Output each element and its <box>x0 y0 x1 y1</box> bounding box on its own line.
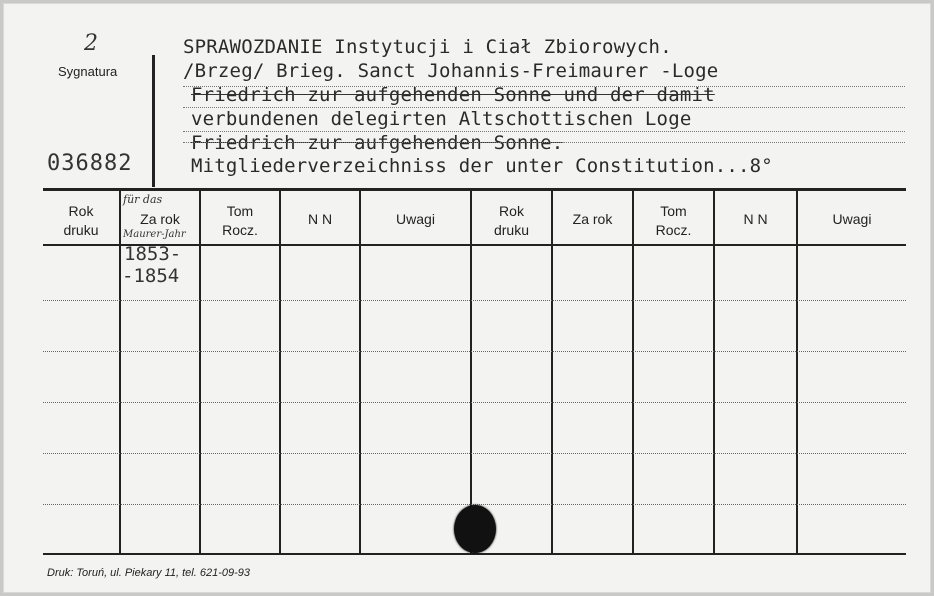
handwritten-mark: 2 <box>84 31 98 56</box>
header-nn-2: N N <box>743 211 768 227</box>
header-za-rok-2: Za rok <box>572 211 613 227</box>
table-row-line <box>43 453 906 454</box>
title-line-1: SPRAWOZDANIE Instytucji i Ciał Zbiorowych. <box>183 36 672 58</box>
title-line-4: verbundenen delegirten Altschottischen Loge <box>191 108 692 130</box>
title-line-2: /Brzeg/ Brieg. Sanct Johannis-Freimaurer -Loge <box>183 60 719 82</box>
title-line-3: Friedrich zur aufgehenden Sonne und der damit <box>191 84 715 106</box>
table-row-line <box>43 351 906 352</box>
title-line-5: Friedrich zur aufgehenden Sonne. <box>191 132 564 154</box>
header-tom-rocz: Tom Rocz. <box>222 203 258 238</box>
title-rule <box>183 86 905 87</box>
header-rok-druku: Rok druku <box>63 203 99 238</box>
column-divider <box>632 191 634 553</box>
header-uwagi-2: Uwagi <box>832 211 872 227</box>
column-divider <box>551 191 553 553</box>
title-rule <box>183 107 905 108</box>
handwritten-header-note: für das <box>123 193 163 206</box>
punch-hole <box>454 505 496 553</box>
table-row-line <box>43 300 906 301</box>
title-line-6: Mitgliederverzeichniss der unter Constitution...8° <box>191 155 773 177</box>
table-bottom-rule <box>43 553 906 555</box>
signature-number: 036882 <box>47 151 133 176</box>
signature-label: Sygnatura <box>58 64 118 79</box>
column-divider <box>199 191 201 553</box>
printer-footer: Druk: Toruń, ul. Piekary 11, tel. 621-09-93 <box>47 567 250 579</box>
title-rule <box>183 142 905 143</box>
column-divider <box>359 191 361 553</box>
column-divider <box>713 191 715 553</box>
table-top-rule <box>43 188 906 191</box>
header-uwagi: Uwagi <box>396 211 435 227</box>
title-rule <box>183 131 905 132</box>
header-tom-rocz-2: Tom Rocz. <box>655 203 692 238</box>
header-nn: N N <box>307 211 333 227</box>
column-divider-center <box>470 191 472 553</box>
handwritten-header-note: Maurer-Jahr <box>123 229 186 240</box>
column-divider <box>796 191 798 553</box>
header-za-rok: Za rok <box>140 211 180 227</box>
header-rok-druku-2: Rok druku <box>493 203 530 238</box>
catalog-card <box>3 3 931 593</box>
entry-za-rok: 1853- <box>124 243 182 265</box>
entry-za-rok: -1854 <box>122 265 180 287</box>
table-row-line <box>43 402 906 403</box>
signature-divider <box>152 55 155 187</box>
column-divider <box>119 191 121 553</box>
column-divider <box>279 191 281 553</box>
